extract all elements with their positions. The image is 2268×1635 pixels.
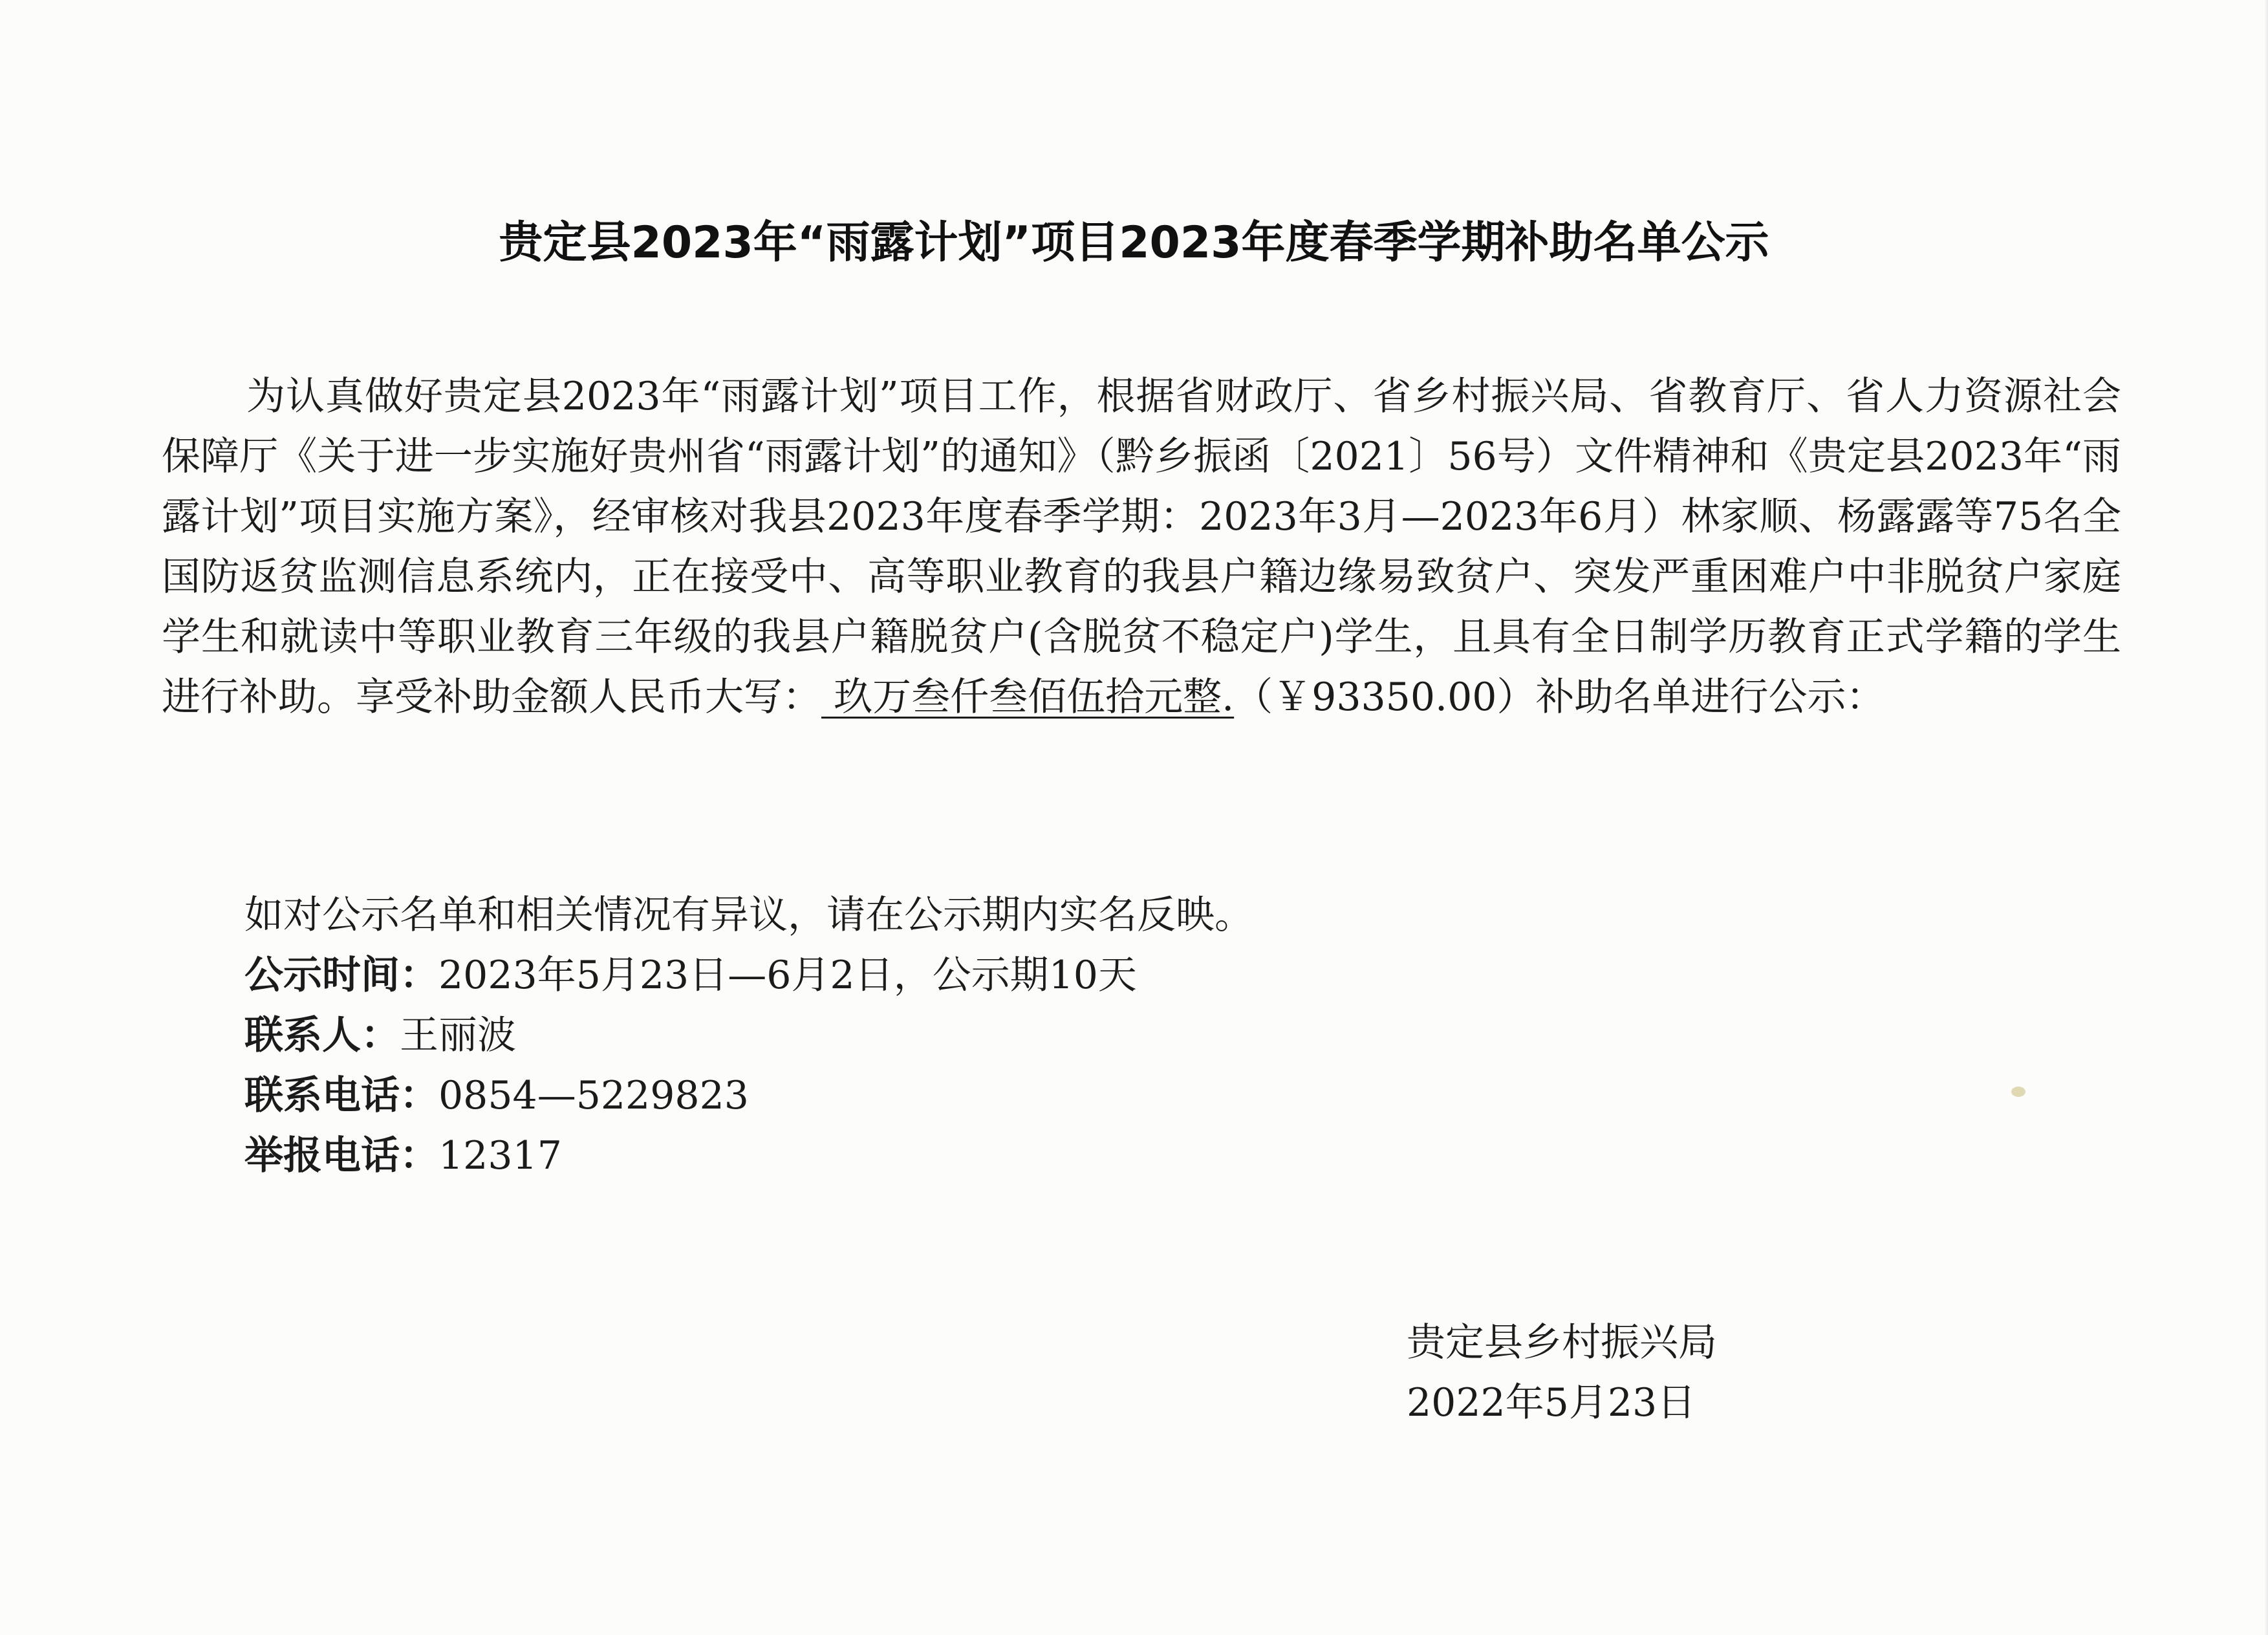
contact-row: [244, 1006, 516, 1066]
period-label: 公示时间：: [244, 953, 438, 998]
report-row: [244, 1126, 562, 1186]
contact-label: 联系人：: [244, 1013, 400, 1058]
paragraph-main-text: 为认真做好贵定县2023年“雨露计划”项目工作，根据省财政厅、省乡村振兴局、省教育厅、省人力资源社会保障厅《关于进一步实施好贵州省“雨露计划”的通知》（黔乡振函〔2021〕56号）文件精神和《贵定县2023年“雨露计划”项目实施方案》，经审核对我县2023年度春季学期：2023年3月—2023年6月）林家顺、杨露露等75名全国防返贫监测信息系统内，正在接受中、高等职业教育的我县户籍边缘易致贫户、突发严重困难户中非脱贫户家庭学生和就读中等职业教育三年级的我县户籍脱贫户(含脱贫不稳定户)学生，且具有全日制学历教育正式学籍的学生进行补助。享受补助金额人民币大写：: [162, 374, 2121, 720]
phone-row: [244, 1066, 749, 1126]
phone-value: 0854—5229823: [438, 1073, 749, 1118]
amount-uppercase: 玖万叁仟叁佰伍拾元整.: [821, 675, 1235, 720]
objection-note: 如对公示名单和相关情况有异议，请在公示期内实名反映。: [244, 893, 1253, 938]
report-label: 举报电话：: [244, 1133, 438, 1178]
contact-value: 王丽波: [400, 1013, 516, 1058]
amount-tail-text: （￥93350.00）补助名单进行公示：: [1234, 675, 1885, 720]
report-value: 12317: [438, 1133, 562, 1178]
issue-date: 2022年5月23日: [1407, 1380, 1696, 1425]
period-row: [244, 946, 1137, 1006]
issuer-name: 贵定县乡村振兴局: [1407, 1320, 1717, 1365]
scan-edge: [2264, 0, 2268, 1635]
document-title: 贵定县2023年“雨露计划”项目2023年度春季学期补助名单公示: [499, 217, 1769, 268]
paper-speck: [2011, 1087, 2025, 1097]
phone-label: 联系电话：: [244, 1073, 438, 1118]
period-value: 2023年5月23日—6月2日，公示期10天: [438, 953, 1137, 998]
main-paragraph: [162, 367, 2121, 728]
